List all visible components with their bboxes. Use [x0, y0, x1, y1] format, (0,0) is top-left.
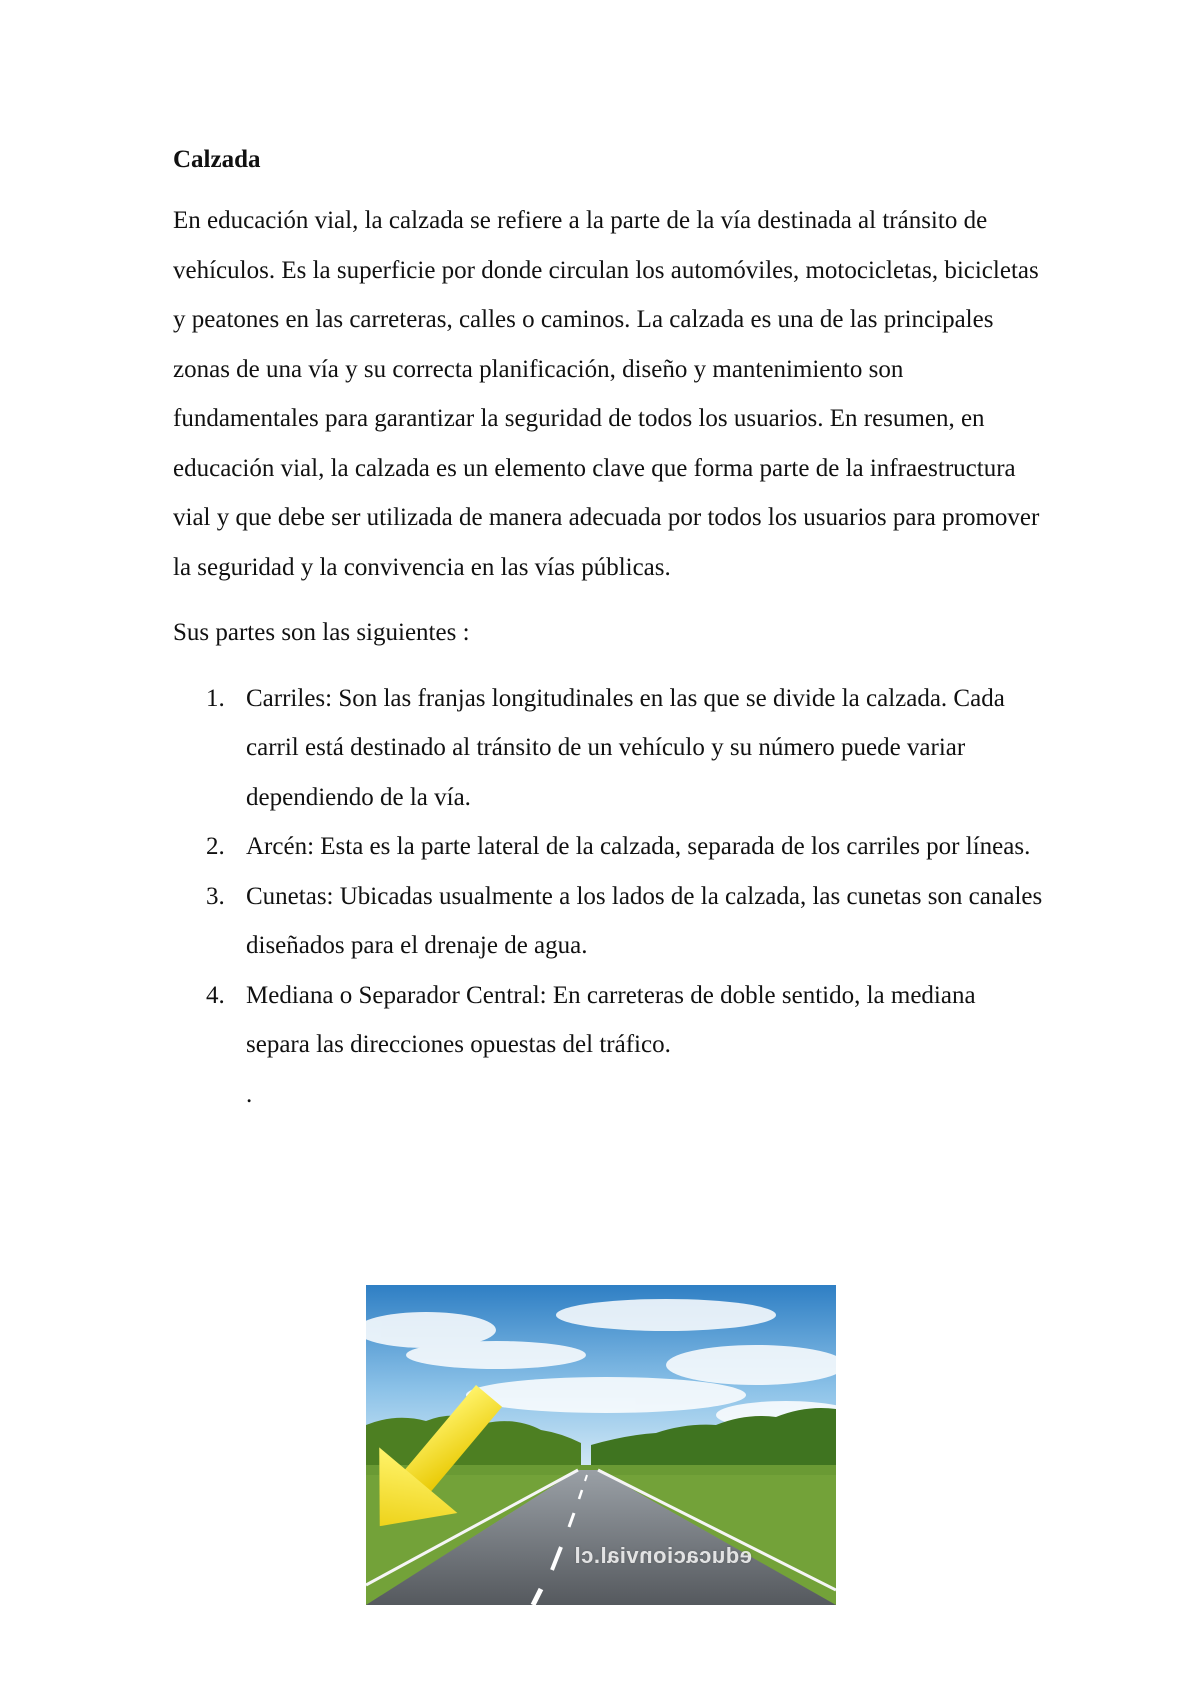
parts-list	[173, 674, 1043, 1070]
list-item	[173, 971, 1043, 1070]
list-item-number: 3.	[206, 882, 225, 910]
road-photo	[366, 1285, 836, 1605]
image-watermark: educacionvial.cl	[574, 1543, 752, 1568]
list-item-text: Arcén: Esta es la parte lateral de la calzada, separada de los carriles por líneas.	[246, 833, 1031, 860]
list-item-text: Mediana o Separador Central: En carreteras de doble sentido, la mediana separa las direcciones opuestas del tráfico.	[246, 981, 976, 1058]
list-item-number: 1.	[206, 684, 225, 712]
list-intro: Sus partes son las siguientes :	[173, 619, 470, 646]
list-item-number: 2.	[206, 833, 225, 860]
document-body	[173, 140, 1043, 1119]
list-item	[173, 822, 1043, 872]
list-item-text: Cunetas: Ubicadas usualmente a los lados de la calzada, las cunetas son canales diseñados para el drenaje de agua.	[246, 882, 1043, 959]
list-item	[173, 872, 1043, 971]
intro-paragraph: En educación vial, la calzada se refiere a la parte de la vía destinada al tránsito de vehículos. Es la superficie por donde circulan los automóviles, motocicletas, bicicletas y peatones en las carreteras, calles o caminos. La calzada es una de las principales zonas de una vía y su correcta planificación, diseño y mantenimiento son fundamentales para garantizar la seguridad de todos los usuarios. En resumen, en educación vial, la calzada es un elemento clave que forma parte de la infraestructura vial y que debe ser utilizada de manera adecuada por todos los usuarios para promover la seguridad y la convivencia en las vías públicas.	[173, 207, 1040, 581]
trailing-dot: .	[246, 1080, 253, 1108]
page-title: Calzada	[173, 146, 261, 173]
list-item	[173, 674, 1043, 823]
list-item-text: Carriles: Son las franjas longitudinales en las que se divide la calzada. Cada carril está destinado al tránsito de un vehículo y su número puede variar dependiendo de la vía.	[246, 684, 1005, 811]
list-item-number: 4.	[206, 981, 225, 1009]
